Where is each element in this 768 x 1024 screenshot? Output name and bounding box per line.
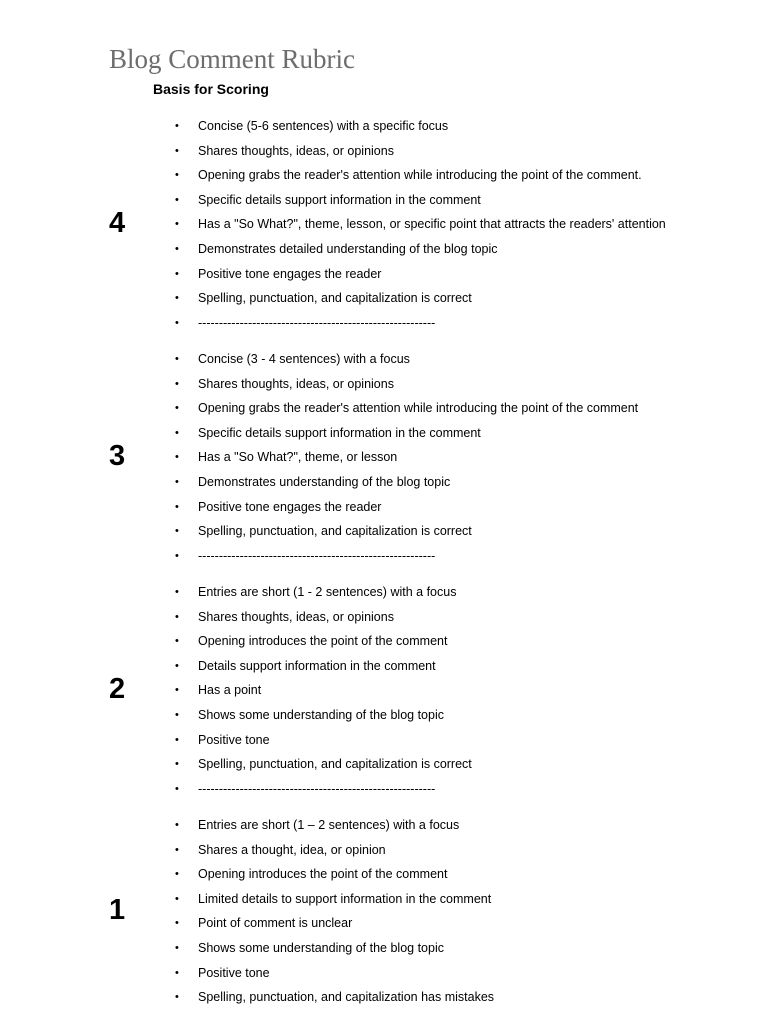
- criterion-text: Shares thoughts, ideas, or opinions: [198, 609, 394, 624]
- criterion-item: [175, 657, 755, 675]
- criterion-item: [175, 681, 755, 699]
- criterion-text: Shows some understanding of the blog topic: [198, 941, 444, 955]
- bullet-icon: •: [175, 991, 179, 1004]
- criterion-item: [175, 375, 755, 393]
- bullet-icon: •: [175, 635, 179, 648]
- score-3: 3: [109, 440, 126, 473]
- bullet-icon: •: [175, 917, 179, 930]
- criterion-text: ---------------------------------------------------------: [198, 548, 436, 563]
- bullet-icon: •: [175, 169, 179, 182]
- bullet-icon: •: [175, 709, 179, 721]
- criterion-text: Has a "So What?", theme, lesson, or specific point that attracts the readers' attention: [198, 217, 666, 232]
- criterion-item: [175, 608, 755, 626]
- bullet-icon: •: [175, 267, 179, 280]
- criterion-item: [175, 314, 755, 332]
- bullet-icon: •: [175, 353, 179, 365]
- bullet-icon: •: [175, 843, 179, 856]
- score-1: 1: [109, 894, 126, 927]
- criterion-text: ---------------------------------------------------------: [198, 781, 436, 796]
- bullet-icon: •: [175, 218, 179, 231]
- criterion-text: Positive tone engages the reader: [198, 499, 382, 514]
- criterion-item: [175, 890, 755, 908]
- score-4: 4: [109, 207, 126, 240]
- bullet-icon: •: [175, 377, 179, 390]
- criterion-text: Opening introduces the point of the comment: [198, 634, 448, 649]
- bullet-icon: •: [175, 782, 179, 795]
- criterion-text: Spelling, punctuation, and capitalization has mistakes: [198, 990, 495, 1005]
- criterion-item: [175, 914, 755, 932]
- criterion-item: [175, 632, 755, 650]
- criterion-item: [175, 215, 755, 233]
- criterion-text: Opening introduces the point of the comment: [198, 867, 448, 882]
- criterion-item: [175, 522, 755, 540]
- criterion-item: [175, 583, 755, 601]
- criterion-item: [175, 473, 755, 491]
- bullet-icon: •: [175, 733, 179, 746]
- bullet-icon: •: [175, 402, 179, 415]
- criterion-item: [175, 547, 755, 565]
- bullet-icon: •: [175, 292, 179, 305]
- criterion-text: Entries are short (1 - 2 sentences) with a focus: [198, 585, 457, 599]
- criterion-item: [175, 498, 755, 516]
- criterion-text: Shares a thought, idea, or opinion: [198, 842, 386, 857]
- criterion-text: Opening grabs the reader's attention while introducing the point of the comment.: [198, 168, 642, 183]
- bullet-icon: •: [175, 868, 179, 881]
- bullet-icon: •: [175, 942, 179, 954]
- score-2: 2: [109, 673, 126, 706]
- criterion-item: [175, 265, 755, 283]
- bullet-icon: •: [175, 120, 179, 132]
- bullet-icon: •: [175, 684, 179, 697]
- bullet-icon: •: [175, 758, 179, 771]
- criterion-text: Limited details to support information in the comment: [198, 891, 492, 906]
- page-title: Blog Comment Rubric: [109, 44, 355, 74]
- bullet-icon: •: [175, 659, 179, 672]
- criterion-item: [175, 424, 755, 442]
- criterion-text: Has a "So What?", theme, or lesson: [198, 450, 398, 465]
- criterion-item: [175, 816, 755, 834]
- criterion-text: Entries are short (1 – 2 sentences) with a focus: [198, 818, 460, 832]
- bullet-icon: •: [175, 476, 179, 488]
- criterion-text: Shows some understanding of the blog topic: [198, 708, 444, 722]
- bullet-icon: •: [175, 500, 179, 513]
- criterion-item: [175, 841, 755, 859]
- criterion-item: [175, 780, 755, 798]
- criterion-item: [175, 117, 755, 135]
- bullet-icon: •: [175, 966, 179, 979]
- criterion-item: [175, 289, 755, 307]
- bullet-icon: •: [175, 193, 179, 206]
- bullet-icon: •: [175, 451, 179, 464]
- bullet-icon: •: [175, 426, 179, 439]
- bullet-icon: •: [175, 316, 179, 329]
- bullet-icon: •: [175, 243, 179, 255]
- bullet-icon: •: [175, 525, 179, 538]
- criterion-item: [175, 964, 755, 982]
- criterion-text: Shares thoughts, ideas, or opinions: [198, 143, 394, 158]
- bullet-icon: •: [175, 819, 179, 831]
- criterion-item: [175, 399, 755, 417]
- criterion-text: Spelling, punctuation, and capitalization is correct: [198, 524, 472, 539]
- criterion-item: [175, 191, 755, 209]
- criterion-text: Positive tone engages the reader: [198, 266, 382, 281]
- criterion-text: Specific details support information in the comment: [198, 425, 481, 440]
- criterion-text: ---------------------------------------------------------: [198, 315, 436, 330]
- bullet-icon: •: [175, 144, 179, 157]
- page-subtitle: Basis for Scoring: [153, 81, 269, 97]
- criterion-item: [175, 240, 755, 258]
- criterion-item: [175, 988, 755, 1006]
- criterion-item: [175, 448, 755, 466]
- criterion-text: Opening grabs the reader's attention while introducing the point of the comment: [198, 401, 639, 416]
- criterion-item: [175, 142, 755, 160]
- criterion-item: [175, 939, 755, 957]
- criterion-text: Shares thoughts, ideas, or opinions: [198, 376, 394, 391]
- criterion-text: Has a point: [198, 683, 262, 698]
- criterion-text: Demonstrates understanding of the blog topic: [198, 475, 451, 489]
- criterion-item: [175, 865, 755, 883]
- criterion-text: Point of comment is unclear: [198, 916, 353, 931]
- criterion-item: [175, 706, 755, 724]
- criterion-text: Details support information in the comment: [198, 658, 436, 673]
- criterion-text: Concise (5-6 sentences) with a specific focus: [198, 119, 449, 133]
- criterion-item: [175, 755, 755, 773]
- criterion-item: [175, 731, 755, 749]
- bullet-icon: •: [175, 586, 179, 598]
- criterion-text: Demonstrates detailed understanding of the blog topic: [198, 242, 498, 256]
- bullet-icon: •: [175, 892, 179, 905]
- bullet-icon: •: [175, 549, 179, 562]
- criterion-text: Positive tone: [198, 732, 270, 747]
- criterion-text: Specific details support information in the comment: [198, 192, 481, 207]
- criterion-text: Spelling, punctuation, and capitalization is correct: [198, 757, 472, 772]
- bullet-icon: •: [175, 610, 179, 623]
- criterion-text: Positive tone: [198, 965, 270, 980]
- criterion-text: Spelling, punctuation, and capitalization is correct: [198, 291, 472, 306]
- criterion-item: [175, 166, 755, 184]
- criterion-text: Concise (3 - 4 sentences) with a focus: [198, 352, 410, 366]
- criterion-item: [175, 350, 755, 368]
